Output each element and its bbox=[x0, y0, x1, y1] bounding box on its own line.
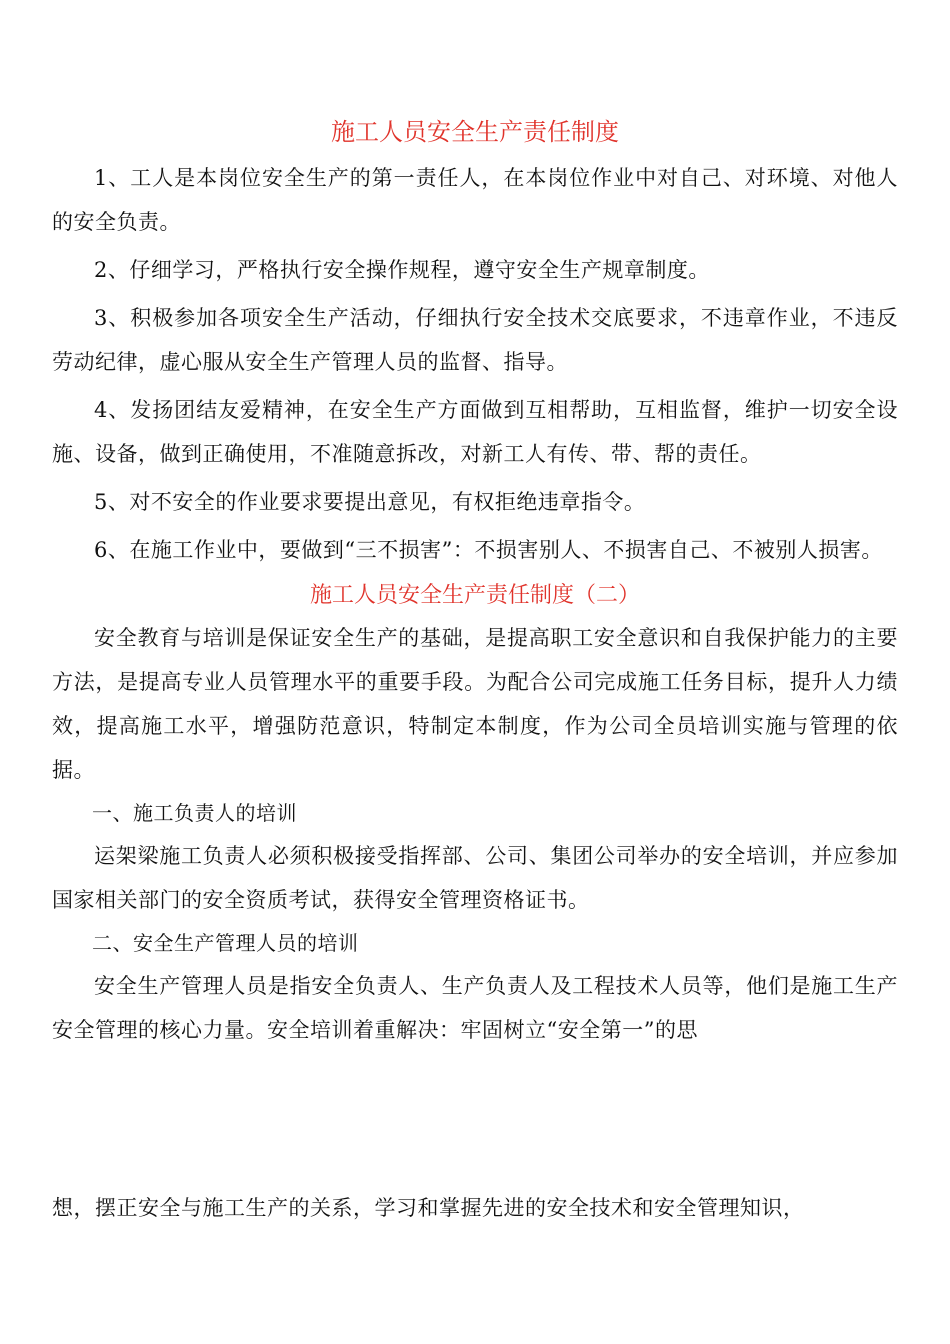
section2-paragraph-2: 安全生产管理人员是指安全负责人、生产负责人及工程技术人员等，他们是施工生产安全管理的核心力量。安全培训着重解决：牢固树立“安全第一”的思 bbox=[52, 974, 898, 1042]
section2-title: 施工人员安全生产责任制度（二） bbox=[309, 583, 640, 608]
section2-heading-2: 二、安全生产管理人员的培训 bbox=[92, 931, 359, 955]
section1-item-6: 6、在施工作业中，要做到“三不损害”：不损害别人、不损害自己、不被别人损害。 bbox=[94, 538, 883, 562]
section2-paragraph-1: 运架梁施工负责人必须积极接受指挥部、公司、集团公司举办的安全培训，并应参加国家相关部门的安全资质考试，获得安全管理资格证书。 bbox=[52, 844, 898, 912]
section1-item-2: 2、仔细学习，严格执行安全操作规程，遵守安全生产规章制度。 bbox=[94, 258, 710, 282]
section1-item-3: 3、积极参加各项安全生产活动，仔细执行安全技术交底要求，不违章作业，不违反劳动纪律，虚心服从安全生产管理人员的监督、指导。 bbox=[52, 306, 898, 374]
page-break bbox=[52, 1052, 898, 1186]
section2-heading-1: 一、施工负责人的培训 bbox=[92, 801, 297, 825]
document-title: 施工人员安全生产责任制度 bbox=[331, 118, 619, 146]
section1-item-4: 4、发扬团结友爱精神，在安全生产方面做到互相帮助，互相监督，维护一切安全设施、设备，做到正确使用，不准随意拆改，对新工人有传、带、帮的责任。 bbox=[52, 398, 898, 466]
document-page bbox=[52, 108, 898, 1230]
section2-intro: 安全教育与培训是保证安全生产的基础，是提高职工安全意识和自我保护能力的主要方法，是提高专业人员管理水平的重要手段。为配合公司完成施工任务目标，提升人力绩效，提高施工水平，增强防范意识，特制定本制度，作为公司全员培训实施与管理的依据。 bbox=[52, 626, 898, 782]
section1-item-5: 5、对不安全的作业要求要提出意见，有权拒绝违章指令。 bbox=[94, 490, 646, 514]
section2-paragraph-2-continued: 想，摆正安全与施工生产的关系，学习和掌握先进的安全技术和安全管理知识， bbox=[52, 1196, 805, 1220]
section1-item-1: 1、工人是本岗位安全生产的第一责任人，在本岗位作业中对自己、对环境、对他人的安全负责。 bbox=[52, 166, 898, 234]
